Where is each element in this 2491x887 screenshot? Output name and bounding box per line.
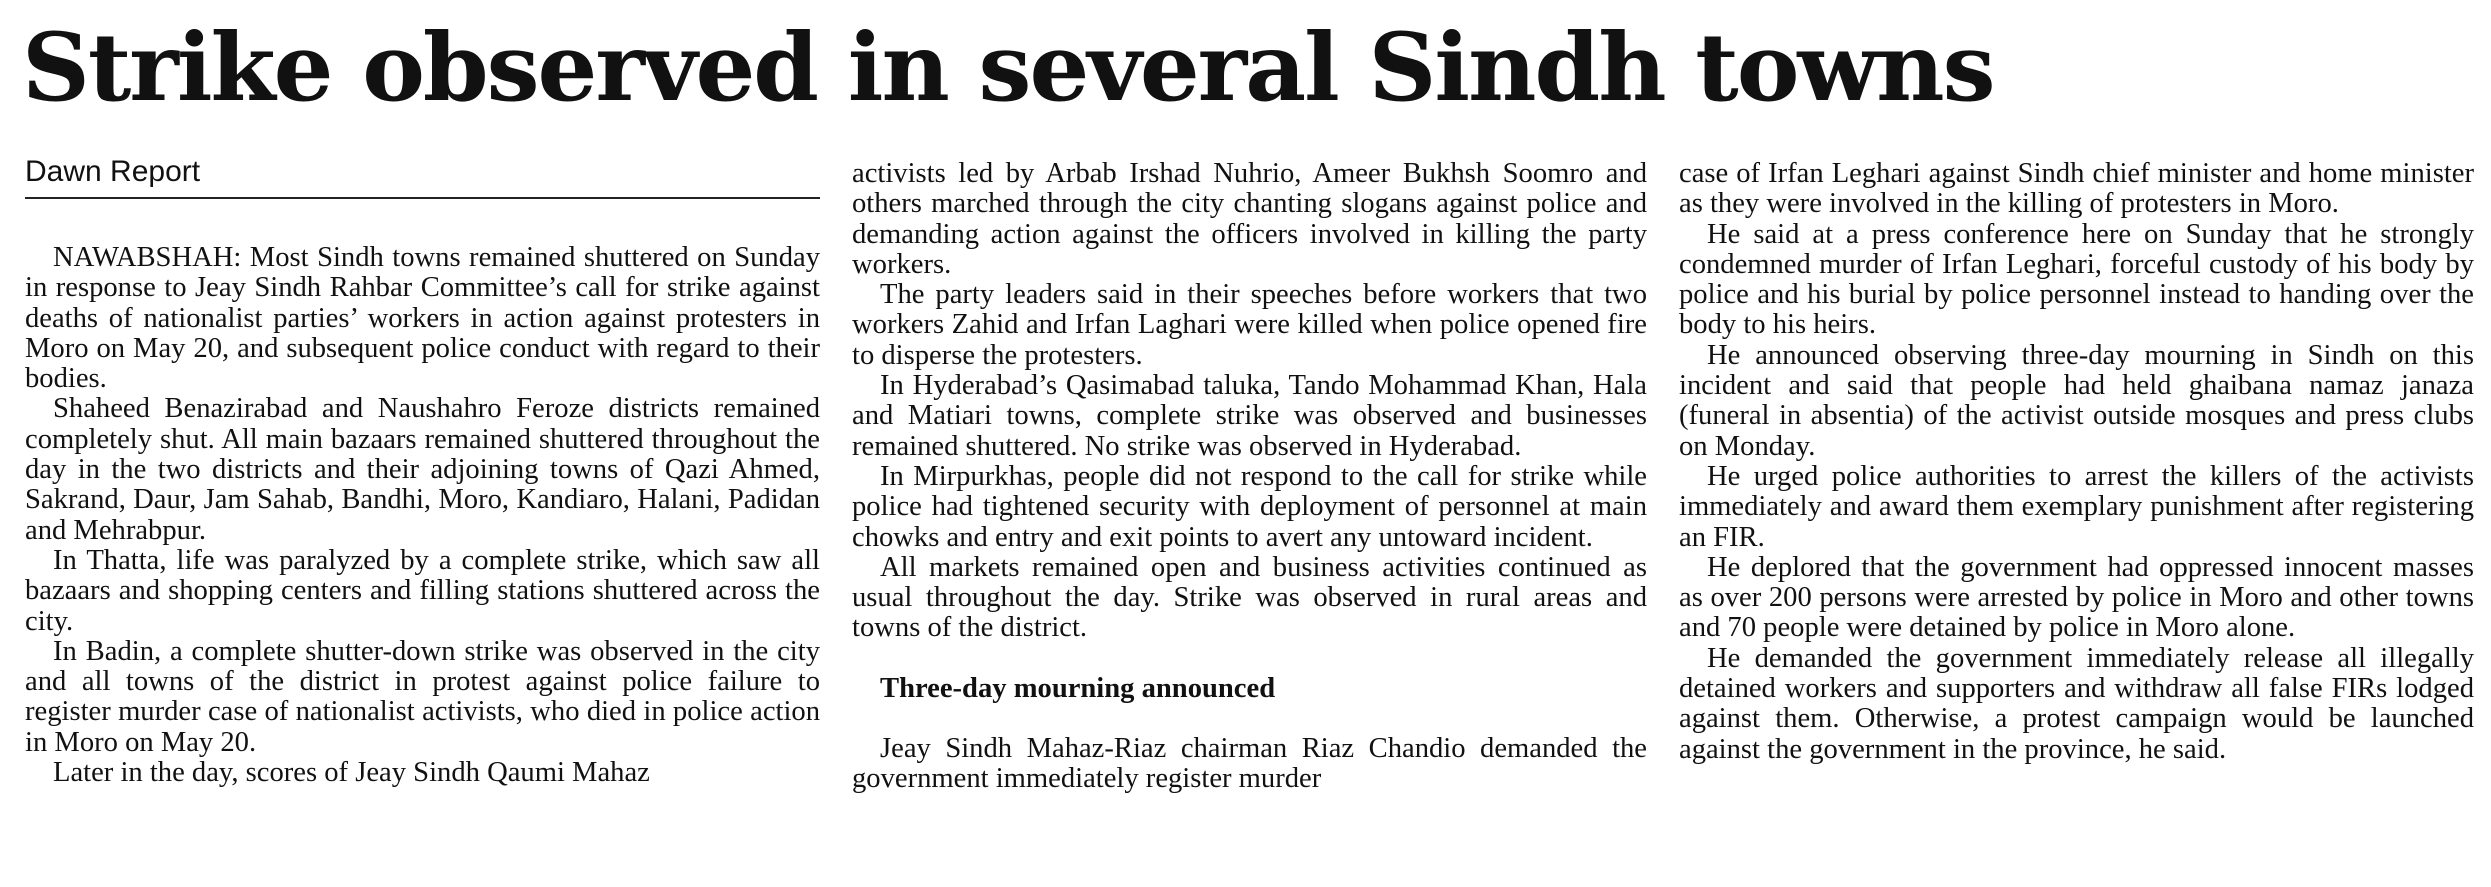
paragraph: Jeay Sindh Mahaz-Riaz chairman Riaz Chandio demanded the government immediately register murder (852, 733, 1647, 795)
column-1 (25, 243, 820, 788)
paragraph-continued: activists led by Arbab Irshad Nuhrio, Ameer Bukhsh Soomro and others marched through the city chanting slogans against police and demanding action against the officers involved in killing the party workers. (852, 158, 1647, 280)
paragraph: All markets remained open and business activities continued as usual throughout the day. Strike was observed in rural areas and towns of the district. (852, 551, 1647, 644)
headline: Strike observed in several Sindh towns (22, 13, 1994, 123)
paragraph: He said at a press conference here on Sunday that he strongly condemned murder of Irfan Leghari, forceful custody of his body by police and his burial by police personnel instead to handing over the body to his heirs. (1679, 218, 2474, 341)
paragraph: He announced observing three-day mourning in Sindh on this incident and said that people had held ghaibana namaz janaza (funeral in absentia) of the activist outside mosques and press clubs on Monday. (1679, 339, 2474, 462)
column-3 (1679, 159, 2474, 765)
byline-rule (25, 197, 820, 199)
paragraph: NAWABSHAH: Most Sindh towns remained shuttered on Sunday in response to Jeay Sindh Rahbar Committee’s call for strike against deaths of nationalist parties’ workers in action against protesters in Moro on May 20, and subsequent police conduct with regard to their bodies. (25, 242, 820, 395)
spacer (852, 704, 1647, 734)
subheading: Three-day mourning announced (880, 672, 1276, 704)
paragraph: In Mirpurkhas, people did not respond to the call for strike while police had tightened security with deployment of personnel at main chowks and entry and exit points to avert any untoward incident. (852, 460, 1647, 553)
paragraph: In Hyderabad’s Qasimabad taluka, Tando Mohammad Khan, Hala and Matiari towns, complete strike was observed and businesses remained shuttered. No strike was observed in Hyderabad. (852, 370, 1647, 462)
column-2 (852, 159, 1647, 795)
paragraph: He urged police authorities to arrest the killers of the activists immediately and award them exemplary punishment after registering an FIR. (1679, 460, 2474, 553)
paragraph: He demanded the government immediately release all illegally detained workers and supporters and withdraw all false FIRs lodged against them. Otherwise, a protest campaign would be launched against the government in the province, he said. (1679, 642, 2474, 765)
paragraph: He deplored that the government had oppressed innocent masses as over 200 persons were arrested by police in Moro and other towns and 70 people were detained by police in Moro alone. (1679, 551, 2474, 644)
spacer (852, 644, 1647, 674)
paragraph: In Badin, a complete shutter-down strike was observed in the city and all towns of the district in protest against police failure to register murder case of nationalist activists, who died in police action in Moro on May 20. (25, 635, 820, 758)
paragraph: Shaheed Benazirabad and Naushahro Feroze districts remained completely shut. All main bazaars remained shuttered throughout the day in the two districts and their adjoining towns of Qazi Ahmed, Sakrand, Daur, Jam Sahab, Bandhi, Moro, Kandiaro, Halani, Padidan and Mehrabpur. (25, 393, 820, 546)
paragraph: In Thatta, life was paralyzed by a complete strike, which saw all bazaars and shopping centers and filling stations shuttered across the city. (25, 544, 820, 637)
paragraph-continued: case of Irfan Leghari against Sindh chief minister and home minister as they were involved in the killing of protesters in Moro. (1679, 158, 2474, 220)
paragraph: Later in the day, scores of Jeay Sindh Qaumi Mahaz (53, 757, 650, 789)
byline: Dawn Report (25, 155, 201, 188)
paragraph: The party leaders said in their speeches before workers that two workers Zahid and Irfan Laghari were killed when police opened fire to disperse the protesters. (852, 279, 1647, 371)
